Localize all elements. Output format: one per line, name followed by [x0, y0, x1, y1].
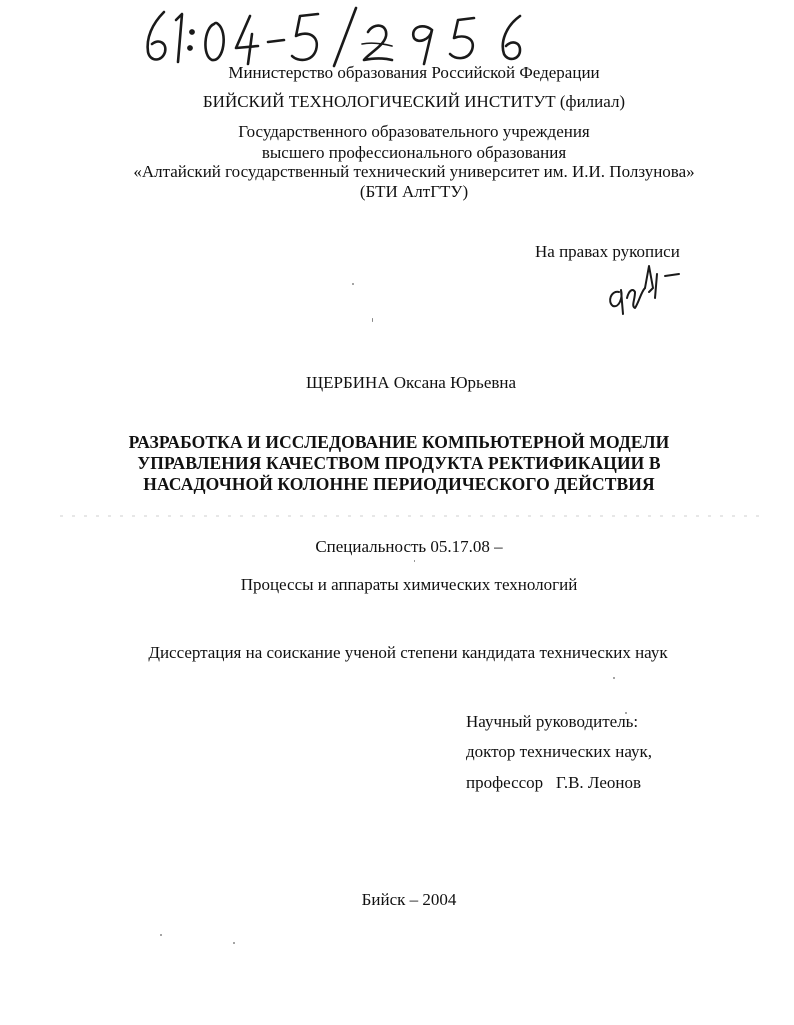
handwritten-archive-number: [142, 6, 542, 68]
ministry-line: Министерство образования Российской Федерации: [228, 63, 600, 82]
state-institution-line: Государственного образовательного учреждения: [238, 122, 590, 141]
institute-line: БИЙСКИЙ ТЕХНОЛОГИЧЕСКИЙ ИНСТИТУТ (филиал): [202, 92, 626, 111]
scan-speck: [352, 283, 354, 285]
dissertation-line: Диссертация на соискание ученой степени кандидата технических наук: [148, 643, 668, 662]
scan-speck: [414, 560, 415, 562]
scan-speck: [160, 934, 162, 936]
supervisor-name: профессор Г.В. Леонов: [466, 773, 642, 792]
specialty-code: Специальность 05.17.08 –: [315, 537, 503, 556]
scan-speck: [233, 942, 235, 944]
place-year: Бийск – 2004: [361, 890, 457, 909]
supervisor-label: Научный руководитель:: [466, 712, 639, 731]
author-signature: [605, 262, 685, 318]
scan-speck: [613, 677, 615, 679]
thesis-title-line-1: РАЗРАБОТКА И ИССЛЕДОВАНИЕ КОМПЬЮТЕРНОЙ МОДЕЛИ: [128, 432, 670, 452]
abbreviation-line: (БТИ АлтГТУ): [359, 182, 469, 201]
supervisor-degree: доктор технических наук,: [466, 742, 653, 761]
university-line: «Алтайский государственный технический университет им. И.И. Ползунова»: [133, 162, 695, 181]
thesis-title-line-3: НАСАДОЧНОЙ КОЛОННЕ ПЕРИОДИЧЕСКОГО ДЕЙСТВИЯ: [143, 474, 655, 494]
manuscript-rights: На правах рукописи: [535, 242, 680, 261]
thesis-title-line-2: УПРАВЛЕНИЯ КАЧЕСТВОМ ПРОДУКТА РЕКТИФИКАЦИИ В: [137, 453, 661, 473]
scan-speck: [372, 318, 373, 322]
author-name: ЩЕРБИНА Оксана Юрьевна: [305, 373, 517, 392]
scan-noise-line: [60, 515, 760, 517]
specialty-name: Процессы и аппараты химических технологий: [240, 575, 578, 594]
higher-education-line: высшего профессионального образования: [261, 143, 567, 162]
